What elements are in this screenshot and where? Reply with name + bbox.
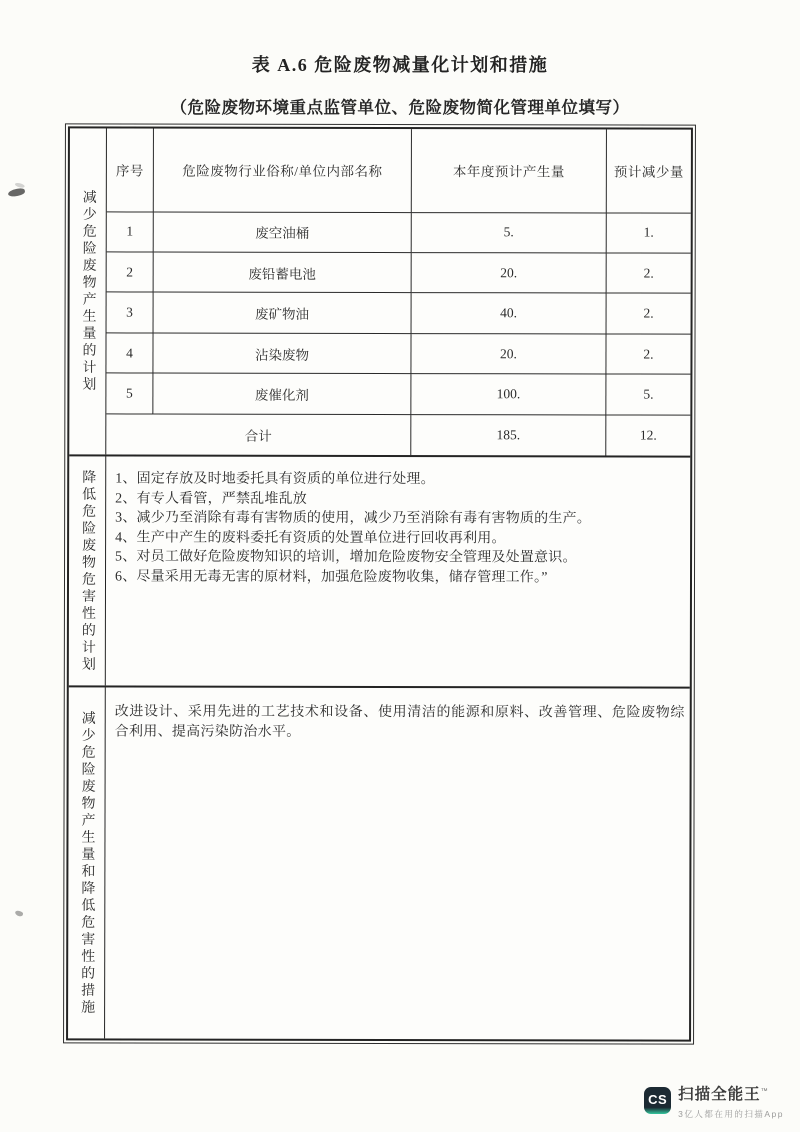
list-item: 2、有专人看管，严禁乱堆乱放 — [115, 490, 308, 507]
header-no: 序号 — [107, 128, 154, 211]
cell-name: 废矿物油 — [153, 293, 411, 334]
section-reduce-quantity-plan — [69, 128, 691, 455]
total-reduction: 12. — [606, 415, 691, 456]
camscanner-tagline: 3亿人都在用的扫描App — [678, 1109, 784, 1119]
section-side-label — [68, 687, 106, 1038]
waste-plan-table — [106, 128, 691, 455]
table-row — [107, 252, 691, 294]
cell-no: 1 — [107, 211, 154, 252]
table-row — [106, 373, 690, 415]
total-label: 合计 — [106, 414, 411, 455]
list-item: 6、尽量采用无毒无害的原材料，加强危险废物收集，储存管理工作。” — [114, 568, 548, 585]
total-output: 185. — [411, 415, 606, 456]
cell-no: 3 — [107, 292, 154, 333]
document-subtitle: （危险废物环境重点监管单位、危险废物简化管理单位填写） — [170, 98, 630, 117]
measures-paragraph: 改进设计、采用先进的工艺技术和设备、使用清洁的能源和原料、改善管理、危险废物综合利用、提高污染防治水平。 — [114, 704, 685, 740]
cell-output: 100. — [411, 374, 606, 415]
table-row — [107, 292, 691, 334]
table-row — [107, 211, 691, 253]
cell-output: 20. — [411, 334, 606, 375]
cell-output: 5. — [411, 212, 606, 253]
camscanner-logo-icon — [644, 1087, 671, 1114]
side-label-text: 降低危险废物危害性的计划 — [79, 468, 96, 673]
table-row — [106, 333, 690, 375]
section-side-label — [69, 128, 107, 454]
cell-name: 废催化剂 — [153, 373, 411, 414]
header-name: 危险废物行业俗称/单位内部名称 — [153, 129, 411, 213]
section-side-label — [69, 456, 106, 685]
camscanner-badge-text: CS — [648, 1091, 668, 1107]
cell-output: 40. — [411, 293, 606, 334]
hazardous-waste-form-table — [66, 126, 693, 1041]
camscanner-watermark — [644, 1086, 784, 1120]
scan-artifact — [8, 188, 26, 198]
section-reduce-harm-plan — [69, 454, 690, 686]
cell-no: 2 — [107, 252, 154, 293]
cell-reduction: 2. — [606, 293, 691, 334]
combined-measures-area — [105, 687, 690, 1039]
cell-name: 废铅蓄电池 — [153, 252, 411, 293]
list-item: 4、生产中产生的废料委托有资质的处置单位进行回收再利用。 — [115, 529, 506, 546]
section-combined-measures — [68, 685, 690, 1039]
cell-name: 废空油桶 — [153, 212, 411, 253]
reduce-quantity-table-area — [106, 128, 691, 455]
list-item: 1、固定存放及时地委托具有资质的单位进行处理。 — [115, 471, 435, 488]
header-reduction: 预计减少量 — [606, 129, 691, 212]
cell-no: 4 — [106, 333, 153, 374]
cell-reduction: 1. — [606, 212, 691, 253]
header-output: 本年度预计产生量 — [411, 129, 606, 212]
scan-artifact — [14, 910, 23, 917]
reduce-harm-measures-list — [106, 456, 690, 686]
side-label-text: 减少危险废物产生量的计划 — [80, 189, 96, 394]
cell-output: 20. — [411, 253, 606, 294]
table-total-row — [106, 414, 690, 456]
trademark-mark: ™ — [760, 1088, 769, 1096]
cell-reduction: 5. — [606, 374, 691, 415]
cell-no: 5 — [106, 373, 153, 414]
camscanner-app-name: 扫描全能王™ — [678, 1086, 769, 1104]
list-item: 3、减少乃至消除有毒有害物质的使用，减少乃至消除有毒有害物质的生产。 — [115, 510, 591, 527]
side-label-text: 减少危险废物产生量和降低危害性的措施 — [79, 709, 95, 1016]
camscanner-text-block — [678, 1086, 784, 1120]
list-item: 5、对员工做好危险废物知识的培训，增加危险废物安全管理及处置意识。 — [115, 549, 577, 566]
cell-reduction: 2. — [606, 253, 691, 294]
table-header-row — [107, 128, 691, 212]
document-title: 表 A.6 危险废物减量化计划和措施 — [251, 55, 549, 75]
cell-name: 沾染废物 — [153, 333, 411, 374]
cell-reduction: 2. — [606, 334, 691, 375]
